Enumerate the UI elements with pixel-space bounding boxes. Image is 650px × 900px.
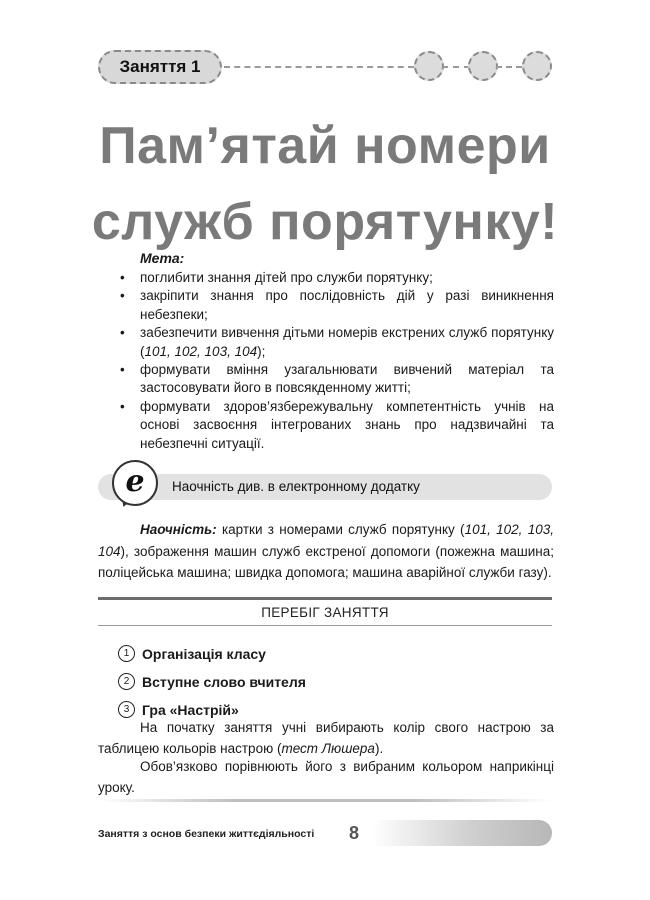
game-p1-italic: тест Люшера xyxy=(281,741,375,756)
visual-aids-paragraph xyxy=(98,519,554,584)
step-item xyxy=(118,645,266,662)
header-dashed-line-2 xyxy=(442,66,470,68)
electronic-supplement-icon xyxy=(112,460,158,506)
footer-text: Заняття з основ безпеки життєдіяльності xyxy=(98,828,315,840)
goals-heading: Мета: xyxy=(140,250,185,266)
page-title xyxy=(60,108,590,260)
header-dashed-line-3 xyxy=(496,66,522,68)
title-line-2: служб порятунку! xyxy=(91,193,559,251)
step-number: 1 xyxy=(118,645,135,662)
header-circle-2 xyxy=(468,51,498,81)
footer-bar xyxy=(372,820,552,846)
footer-rule xyxy=(98,799,552,802)
step-item xyxy=(118,701,239,718)
header-dashed-line xyxy=(224,66,414,68)
step-label: Гра «Настрій» xyxy=(142,701,239,718)
goal-item: • формувати здоров’язбережувальну компетентність учнів на основі засвоєння інтегрованих знань про надзвичайні та небезпечні ситуації. xyxy=(118,398,554,453)
goal-item-text: закріпити знання про послідовність дій у разі виникнення небезпеки; xyxy=(140,288,554,322)
section-rule-top xyxy=(98,597,552,600)
goal-item: • поглибити знання дітей про служби порятунку; xyxy=(118,269,554,287)
game-p1-start: На початку заняття учні вибирають колір свого настрою за таблицею кольорів настрою ( xyxy=(98,720,554,756)
visual-aids-text: картки з номерами служб порятунку (101, 102, 103, 104), зображення машин служб екстреної допомоги (пожежна машина; поліцейська машина; швидка допомога; машина аварійної служби газу). xyxy=(98,522,554,580)
goals-list xyxy=(118,269,554,453)
goal-item xyxy=(118,287,554,324)
step-label: Вступне слово вчителя xyxy=(142,673,306,690)
section-title: ПЕРЕБІГ ЗАНЯТТЯ xyxy=(261,605,389,620)
supplement-text: Наочність див. в електронному додатку xyxy=(172,479,420,494)
header-circle-1 xyxy=(414,51,444,81)
page-number: 8 xyxy=(349,823,360,843)
title-line-1: Пам’ятай номери xyxy=(99,117,551,175)
lesson-label: Заняття 1 xyxy=(98,50,222,84)
step-number: 3 xyxy=(118,701,135,718)
visual-aids-label: Наочність: xyxy=(140,522,217,537)
step-label: Організація класу xyxy=(142,645,266,662)
section-rule-bottom xyxy=(98,625,552,626)
game-paragraph-1 xyxy=(98,717,554,759)
header-circle-3 xyxy=(522,51,552,81)
game-p1-end: ). xyxy=(374,741,384,756)
game-paragraph-2 xyxy=(98,756,554,798)
goal-item: • формувати вміння узагальнювати вивчений матеріал та застосовувати його в повсякденному житті; xyxy=(118,361,554,398)
e-letter: e xyxy=(125,463,145,499)
goal-item: • забезпечити вивчення дітьми номерів екстрених служб порятунку (101, 102, 103, 104); xyxy=(118,324,554,361)
game-p2: Обов’язково порівнюють його з вибраним кольором наприкінці уроку. xyxy=(98,759,554,795)
step-item xyxy=(118,673,306,690)
step-number: 2 xyxy=(118,673,135,690)
